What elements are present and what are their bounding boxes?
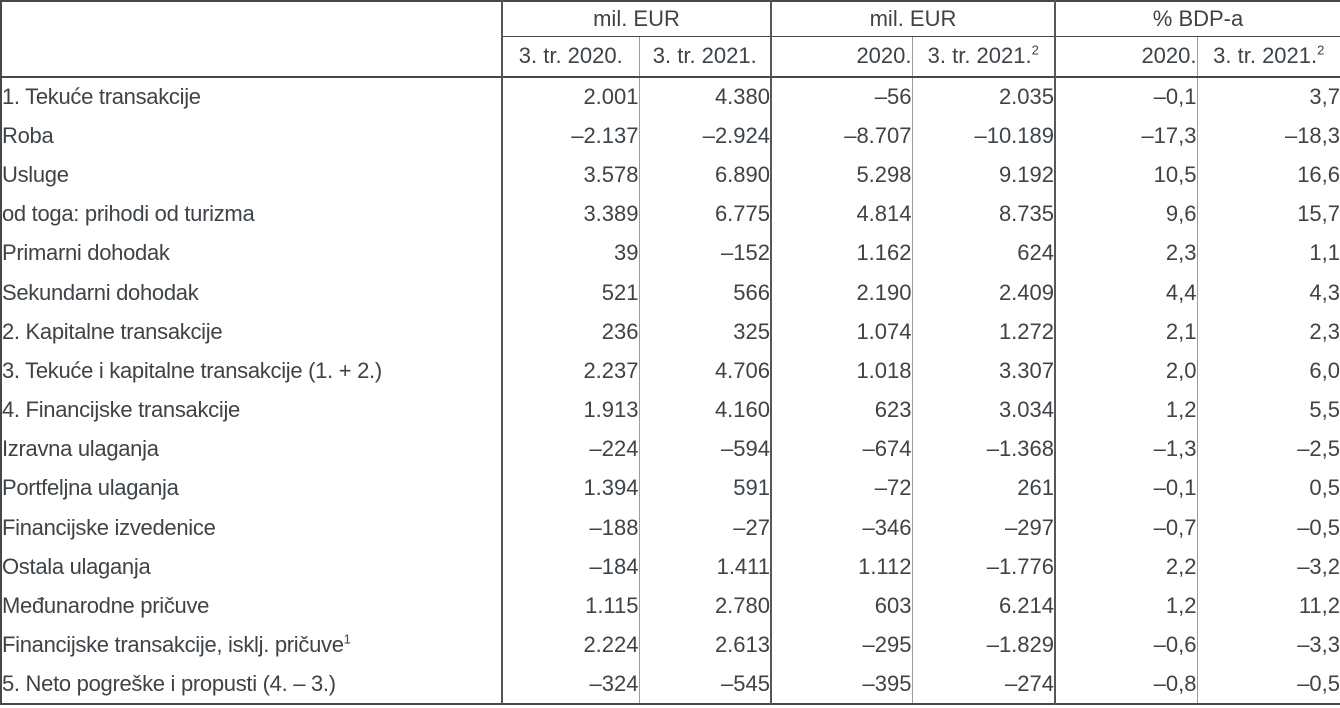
col-header-2020-pct (1055, 36, 1197, 77)
cell-value: 2.224 (502, 626, 639, 665)
cell-value: 2.409 (912, 273, 1055, 312)
cell-value: –3,2 (1197, 547, 1340, 586)
col-group-mil-eur-annual: mil. EUR (771, 1, 1055, 36)
cell-value: –152 (639, 234, 771, 273)
row-label-text: Roba (2, 122, 54, 148)
row-label (1, 586, 502, 625)
cell-value: –0,1 (1055, 469, 1197, 508)
row-label-text: Ostala ulaganja (2, 553, 151, 579)
cell-value: 4,3 (1197, 273, 1340, 312)
cell-value: 603 (771, 586, 912, 625)
cell-value: 1,1 (1197, 234, 1340, 273)
row-label (1, 351, 502, 390)
cell-value: 9.192 (912, 155, 1055, 194)
cell-value: 8.735 (912, 195, 1055, 234)
row-label-text: Sekundarni dohodak (2, 279, 199, 305)
cell-value: 2.001 (502, 77, 639, 116)
cell-value: –1,3 (1055, 430, 1197, 469)
table-row (1, 430, 1340, 469)
cell-value: 1.411 (639, 547, 771, 586)
cell-value: 5.298 (771, 155, 912, 194)
col-header-footnote: 2 (1317, 42, 1325, 58)
cell-value: 6.890 (639, 155, 771, 194)
cell-value: 4,4 (1055, 273, 1197, 312)
row-label-text: 5. Neto pogreške i propusti (4. – 3.) (2, 670, 336, 696)
cell-value: 1.074 (771, 312, 912, 351)
col-group-percent-bdp: % BDP-a (1055, 1, 1340, 36)
row-label (1, 116, 502, 155)
cell-value: –2.137 (502, 116, 639, 155)
cell-value: 624 (912, 234, 1055, 273)
cell-value: 2,1 (1055, 312, 1197, 351)
cell-value: 2.780 (639, 586, 771, 625)
cell-value: –674 (771, 430, 912, 469)
cell-value: –8.707 (771, 116, 912, 155)
row-label (1, 77, 502, 116)
cell-value: –18,3 (1197, 116, 1340, 155)
cell-value: 4.814 (771, 195, 912, 234)
table-row (1, 116, 1340, 155)
row-label-text: Međunarodne pričuve (2, 593, 210, 619)
cell-value: –188 (502, 508, 639, 547)
cell-value: 11,2 (1197, 586, 1340, 625)
cell-value: –56 (771, 77, 912, 116)
row-label-text: Financijske izvedenice (2, 514, 216, 540)
row-label-text: Primarni dohodak (2, 240, 170, 266)
cell-value: 4.706 (639, 351, 771, 390)
cell-value: 2,0 (1055, 351, 1197, 390)
table-row (1, 547, 1340, 586)
row-label (1, 547, 502, 586)
cell-value: 4.160 (639, 391, 771, 430)
cell-value: –545 (639, 665, 771, 704)
cell-value: –27 (639, 508, 771, 547)
row-label-text: Financijske transakcije, isklj. pričuve (2, 632, 344, 658)
cell-value: 1,2 (1055, 391, 1197, 430)
cell-value: –0,6 (1055, 626, 1197, 665)
cell-value: –395 (771, 665, 912, 704)
cell-value: –72 (771, 469, 912, 508)
table-body (1, 77, 1340, 704)
table-row (1, 195, 1340, 234)
row-label-text: 2. Kapitalne transakcije (2, 318, 223, 344)
cell-value: –346 (771, 508, 912, 547)
cell-value: 10,5 (1055, 155, 1197, 194)
col-header-footnote: 2 (1031, 42, 1039, 58)
col-header-q3-2021-pct-fn (1197, 36, 1340, 77)
col-header-text: 3. tr. 2021. (927, 43, 1032, 69)
cell-value: 2,3 (1055, 234, 1197, 273)
cell-value: –184 (502, 547, 639, 586)
cell-value: 9,6 (1055, 195, 1197, 234)
cell-value: –0,7 (1055, 508, 1197, 547)
row-label (1, 155, 502, 194)
cell-value: –3,3 (1197, 626, 1340, 665)
cell-value: –1.776 (912, 547, 1055, 586)
row-label-text: 3. Tekuće i kapitalne transakcije (1. + 2.) (2, 357, 382, 383)
cell-value: –2,5 (1197, 430, 1340, 469)
cell-value: 1.162 (771, 234, 912, 273)
cell-value: 2,2 (1055, 547, 1197, 586)
row-label (1, 195, 502, 234)
cell-value: –274 (912, 665, 1055, 704)
cell-value: 591 (639, 469, 771, 508)
table-row (1, 469, 1340, 508)
cell-value: 15,7 (1197, 195, 1340, 234)
cell-value: –2.924 (639, 116, 771, 155)
cell-value: 261 (912, 469, 1055, 508)
col-header-text: 2020. (1141, 43, 1197, 69)
cell-value: 6.214 (912, 586, 1055, 625)
col-header-text: 3. tr. 2020. (518, 43, 623, 69)
row-label (1, 665, 502, 704)
cell-value: 5,5 (1197, 391, 1340, 430)
cell-value: 1.913 (502, 391, 639, 430)
col-header-2020 (771, 36, 912, 77)
row-label (1, 234, 502, 273)
corner-cell (1, 1, 502, 77)
table-row (1, 234, 1340, 273)
table-row (1, 665, 1340, 704)
row-label (1, 273, 502, 312)
cell-value: 6,0 (1197, 351, 1340, 390)
table-row (1, 391, 1340, 430)
table-row (1, 312, 1340, 351)
cell-value: 2.035 (912, 77, 1055, 116)
cell-value: –594 (639, 430, 771, 469)
row-label (1, 430, 502, 469)
col-header-q3-2021 (639, 36, 771, 77)
cell-value: 1.112 (771, 547, 912, 586)
cell-value: 325 (639, 312, 771, 351)
cell-value: 3.034 (912, 391, 1055, 430)
row-label (1, 626, 502, 665)
cell-value: 1.115 (502, 586, 639, 625)
cell-value: –17,3 (1055, 116, 1197, 155)
row-label (1, 391, 502, 430)
row-label (1, 508, 502, 547)
cell-value: 1,2 (1055, 586, 1197, 625)
cell-value: 1.394 (502, 469, 639, 508)
row-label-text: Portfeljna ulaganja (2, 475, 179, 501)
cell-value: 16,6 (1197, 155, 1340, 194)
cell-value: –0,5 (1197, 665, 1340, 704)
cell-value: 3,7 (1197, 77, 1340, 116)
cell-value: 1.018 (771, 351, 912, 390)
cell-value: 2.613 (639, 626, 771, 665)
cell-value: –1.829 (912, 626, 1055, 665)
cell-value: 39 (502, 234, 639, 273)
col-header-q3-2021-fn (912, 36, 1055, 77)
cell-value: 521 (502, 273, 639, 312)
cell-value: 2.237 (502, 351, 639, 390)
cell-value: –224 (502, 430, 639, 469)
cell-value: 2.190 (771, 273, 912, 312)
row-label-text: 1. Tekuće transakcije (2, 84, 201, 110)
cell-value: 623 (771, 391, 912, 430)
col-header-text: 3. tr. 2021. (652, 43, 757, 69)
cell-value: –10.189 (912, 116, 1055, 155)
table-row (1, 77, 1340, 116)
cell-value: 566 (639, 273, 771, 312)
cell-value: –1.368 (912, 430, 1055, 469)
col-header-text: 2020. (856, 43, 912, 69)
cell-value: –0,1 (1055, 77, 1197, 116)
cell-value: –324 (502, 665, 639, 704)
cell-value: 1.272 (912, 312, 1055, 351)
cell-value: –295 (771, 626, 912, 665)
table-header (1, 1, 1340, 77)
cell-value: 236 (502, 312, 639, 351)
cell-value: –297 (912, 508, 1055, 547)
cell-value: 3.307 (912, 351, 1055, 390)
col-header-text: 3. tr. 2021. (1213, 43, 1318, 69)
row-label (1, 469, 502, 508)
table-row (1, 155, 1340, 194)
row-label-text: Izravna ulaganja (2, 436, 159, 462)
cell-value: –0,5 (1197, 508, 1340, 547)
cell-value: 0,5 (1197, 469, 1340, 508)
header-group-row (1, 1, 1340, 36)
row-label-footnote: 1 (343, 631, 351, 647)
row-label-text: Usluge (2, 161, 69, 187)
col-header-q3-2020 (502, 36, 639, 77)
table-row (1, 626, 1340, 665)
row-label (1, 312, 502, 351)
cell-value: 6.775 (639, 195, 771, 234)
cell-value: 3.389 (502, 195, 639, 234)
table-row (1, 508, 1340, 547)
cell-value: 2,3 (1197, 312, 1340, 351)
row-label-text: 4. Financijske transakcije (2, 397, 240, 423)
table-row (1, 586, 1340, 625)
cell-value: –0,8 (1055, 665, 1197, 704)
cell-value: 3.578 (502, 155, 639, 194)
cell-value: 4.380 (639, 77, 771, 116)
table-row (1, 273, 1340, 312)
row-label-text: od toga: prihodi od turizma (2, 201, 255, 227)
table-row (1, 351, 1340, 390)
col-group-mil-eur-quarterly: mil. EUR (502, 1, 771, 36)
